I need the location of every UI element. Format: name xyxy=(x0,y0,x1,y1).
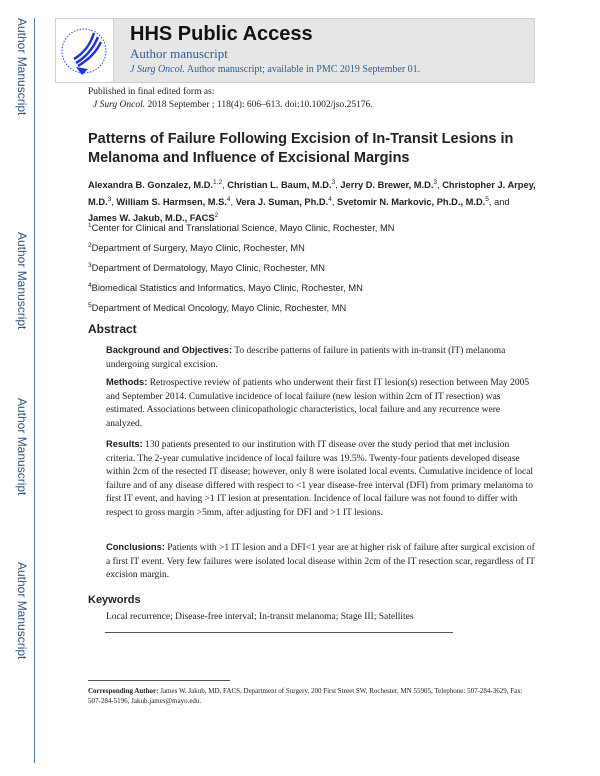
availability-text: Author manuscript; available in PMC 2019 September 01. xyxy=(186,64,421,75)
author-list xyxy=(88,176,538,226)
availability-line xyxy=(130,64,420,75)
author-affiliation-ref: 1,2 xyxy=(213,179,223,186)
keywords-text: Local recurrence; Disease-free interval; In-transit melanoma; Stage III; Satellites xyxy=(106,612,414,622)
divider xyxy=(105,632,453,633)
abstract-heading: Abstract xyxy=(88,322,137,336)
affiliation: $^3$Department of Dermatology, Mayo Clinic, Rochester, MN xyxy=(88,262,325,274)
author-name: Jerry D. Brewer, M.D. xyxy=(340,180,434,191)
journal-name: J Surg Oncol. xyxy=(93,100,146,110)
published-citation xyxy=(93,99,373,113)
author-affiliation-ref: 4 xyxy=(328,195,332,203)
side-label-text: Author Manuscript xyxy=(15,18,29,116)
keywords-heading: Keywords xyxy=(88,594,141,606)
side-label xyxy=(12,18,30,138)
journal-name: J Surg Oncol. xyxy=(130,64,185,75)
author-separator: , and xyxy=(488,196,510,207)
author-name: Alexandra B. Gonzalez, M.D. xyxy=(88,180,214,191)
side-label-text: Author Manuscript xyxy=(15,232,29,330)
author-separator: , xyxy=(437,180,443,191)
affiliation: $^2$Department of Surgery, Mayo Clinic, Rochester, MN xyxy=(88,242,305,254)
abstract-results: Results: 130 patients presented to our institution with IT disease over the study period that met inclusion criteria. The 2-year cumulative incidence of local failure was 19.5%. Twenty-four patients developed disease within 2cm of the resected IT disease; however, only 8 were isolated local events. Cumulative incidence of local failure and of any disease differed with respect to <1 year disease-free interval (DFI) from primary melanoma to first IT event, and having >1 IT lesion at presentation. Incidence of local failure was not found to differ with respect to gross margin >5mm, after adjusting for DFI and >1 IT lesions. xyxy=(106,439,534,518)
citation-text[interactable]: 2018 September ; 118(4): 606–613. doi:10.1002/jso.25176. xyxy=(147,100,373,110)
manuscript-type: Author manuscript xyxy=(130,46,228,61)
corresponding-author: Corresponding Author: James W. Jakub, MD, FACS, Department of Surgery, 200 First Street SW, Rochester, MN 55905, Telephone: 507-284-3629, Fax: 507-284-5196, Jakub.james@mayo.edu. xyxy=(88,687,523,705)
author-affiliation-ref: 3 xyxy=(433,179,438,186)
author-name: Vera J. Suman, Ph.D. xyxy=(235,196,329,207)
hhs-eagle-logo-icon xyxy=(56,19,114,82)
author-name: William S. Harmsen, M.S. xyxy=(116,196,227,207)
author-name: Christian L. Baum, M.D. xyxy=(227,180,332,191)
affiliation: $^1$Center for Clinical and Translational Science, Mayo Clinic, Rochester, MN xyxy=(88,222,395,234)
author-separator: , xyxy=(111,196,117,207)
hhs-header xyxy=(55,18,535,83)
abstract-background: Background and Objectives: To describe patterns of failure in patients with in-transit (IT) melanoma undergoing surgical excision. xyxy=(106,345,506,370)
affiliation: $^4$Biomedical Statistics and Informatics, Mayo Clinic, Rochester, MN xyxy=(88,282,363,294)
side-label xyxy=(12,232,30,352)
author-separator: , xyxy=(230,196,236,207)
author-affiliation-ref: 3 xyxy=(107,195,112,203)
published-label: Published in final edited form as: xyxy=(88,87,215,97)
margin-rule xyxy=(34,18,35,763)
author-affiliation-ref: 4 xyxy=(226,195,231,203)
abstract-methods: Methods: Retrospective review of patients who underwent their first IT lesion(s) resection between May 2005 and September 2014. Cumulative incidence of local failure (new lesion within 2cm of IT resection) was estimated. Associations between clinicopathologic characteristics, local failure and any recurrence were analyzed. xyxy=(106,377,530,429)
footnote-divider xyxy=(88,680,230,681)
author-affiliation-ref: 5 xyxy=(485,195,489,203)
hhs-title: HHS Public Access xyxy=(130,23,313,45)
side-label-text: Author Manuscript xyxy=(15,398,29,496)
side-label xyxy=(12,398,30,518)
author-name: Svetomir N. Markovic, Ph.D., M.D. xyxy=(337,196,486,207)
side-label xyxy=(12,562,30,682)
author-affiliation-ref: 2 xyxy=(214,212,219,220)
author-affiliation-ref: 3 xyxy=(331,179,336,186)
author-separator: , xyxy=(222,180,228,191)
side-label-text: Author Manuscript xyxy=(15,562,29,660)
author-name: James W. Jakub, M.D., FACS xyxy=(88,213,215,224)
author-name: Christopher J. Arpey, M.D. xyxy=(88,180,536,207)
article-title: Patterns of Failure Following Excision of In-Transit Lesions in Melanoma and Influence of Excisional Margins xyxy=(88,131,514,166)
affiliation: $^5$Department of Medical Oncology, Mayo Clinic, Rochester, MN xyxy=(88,302,347,314)
author-separator: , xyxy=(331,196,337,207)
abstract-conclusions: Conclusions: Patients with >1 IT lesion and a DFI<1 year are at higher risk of failure after surgical excision of a first IT event. Very few failures were isolated local disease within 2cm of the IT resection scar, regardless of IT excision margin. xyxy=(106,542,535,580)
author-separator: , xyxy=(335,180,341,191)
